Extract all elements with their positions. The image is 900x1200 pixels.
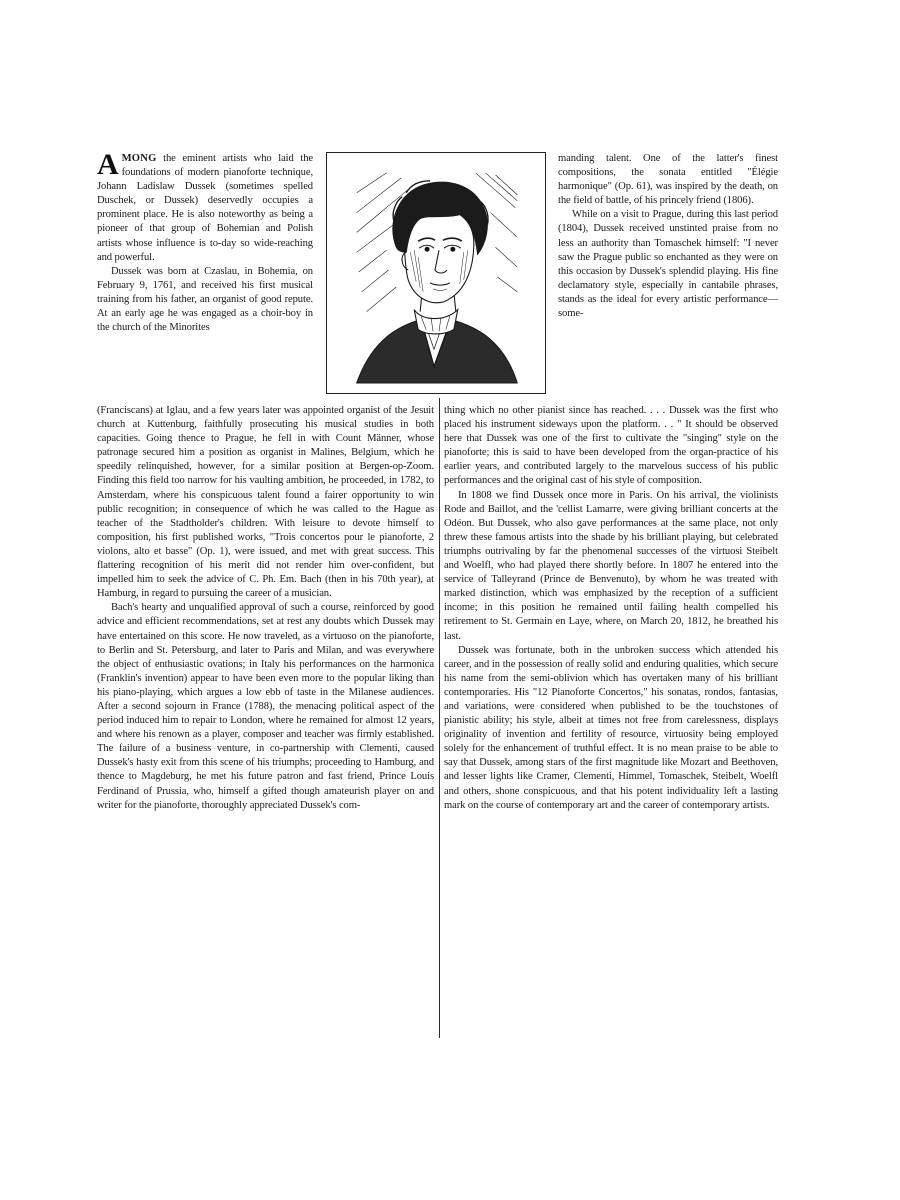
column-lower-left: [97, 404, 434, 813]
paragraph-prague: While on a visit to Prague, during this last period (1804), Dussek received unstinted praise from no less an authority than Tomaschek himself: "I never saw the Prague public so enchanted as they were on this occasion by Dussek's splendid playing. His fine declamatory style, especially in cantabile phrases, stands as the ideal for every artistic performance—some-: [558, 209, 778, 320]
paragraph-legacy: Dussek was fortunate, both in the unbroken success which attended his career, and in the possession of really solid and enduring qualities, which secure his name from the semi-oblivion which has overtaken many of his brilliant contemporaries. His "12 Pianoforte Concertos," his sonatas, rondos, fantasias, and variations, were considered when published to be the touchstones of pianistic ability; his style, albeit at times not free from carelessness, displays originality of invention and fertility of resource, virtuosity being employed solely for the enhancement of truthful effect. It is no mean praise to be able to say that Dussek, among stars of the first magnitude like Mozart and Beethoven, and lesser lights like Cramer, Clementi, Himmel, Tomaschek, Steibelt, Woelfl and others, shone conspicuous, and that his potent individuality left a lasting mark on the course of contemporary art and the career of contemporary artists.: [444, 644, 778, 811]
intro-smallcaps: MONG: [121, 153, 157, 164]
portrait-frame: [326, 152, 546, 394]
paragraph-paris: In 1808 we find Dussek once more in Paris. On his arrival, the violinists Rode and Baillot, and the 'cellist Lamarre, were giving brilliant concerts at the Odéon. But Dussek, who also gave performances at the same place, not only threw these famous artists into the shade by his brilliant playing, but celebrated triumphs outrivaling by far the phenomenal successes of the virtuosi Steibelt and Woelfl, who had played there shortly before. In 1807 he entered into the service of Talleyrand (Prince de Benvenuto), by whom he was treated with marked distinction, which was emphasized by the reception of a sufficient income; in this position he remained until failing health compelled his retirement to St. Germain en Laye, where, on March 20, 1812, he breathed his last.: [444, 489, 778, 642]
column-top-left: [97, 148, 313, 335]
column-lower-right: [444, 404, 778, 813]
column-top-right: [558, 152, 778, 321]
paragraph-birth-cont: (Franciscans) at Iglau, and a few years later was appointed organist of the Jesuit church at Kuttenburg, faithfully prosecuting his musical studies in both capacities. Going thence to Prague, he fell in with Count Männer, whose patronage secured him a position as organist in Malines, Belgium, which he speedily relinquished, however, for a similar position at Bergen-op-Zoom. Finding this field too narrow for his vaulting ambition, he proceeded, in 1782, to Amsterdam, where his conspicuous talent found a fairer opportunity to win public recognition; in consequence of which he was called to the Hague as teacher of the Stadtholder's children. With leisure to devote himself to composition, his first published works, "Trois concertos pour le pianoforte, 2 violons, alto et basse" (Op. 1), were issued, and met with great success. This flattering recognition of his merit did not render him over-confident, but impelled him to seek the advice of C. Ph. Em. Bach (then in his 70th year), at Hamburg, in regard to pursuing the career of a musician.: [97, 405, 434, 600]
paragraph-bach: Bach's hearty and unqualified approval of such a course, reinforced by good advice and efficient recommendations, set at rest any doubts which Dussek may have entertained on this score. He now traveled, as a virtuoso on the pianoforte, to Berlin and St. Petersburg, and later to Paris and Milan, and was everywhere the object of enthusiastic ovations; in Italy his performances on the harmonica (Franklin's invention) appear to have been even more to the popular liking than his piano-playing, which argues a low ebb of taste in the Milanese audiences. After a second sojourn in France (1788), the menacing political aspect of the period induced him to repair to London, where he remained for almost 12 years, and where his renown as a player, composer and teacher was firmly established. The failure of a business venture, in co-partnership with Clementi, caused Dussek's hasty exit from this scene of his triumphs; proceeding to Hamburg, and thence to Magdeburg, he met his future patron and fast friend, Prince Louis Ferdinand of Prussia, who, himself a gifted though amateurish player on and writer for the pianoforte, thoroughly appreciated Dussek's com-: [97, 602, 434, 811]
paragraph-intro: [97, 148, 313, 265]
paragraph-birth: Dussek was born at Czaslau, in Bohemia, on February 9, 1761, and received his first musical training from his father, an organist of good repute. At an early age he was engaged as a choir-boy in the church of the Minorites: [97, 265, 313, 334]
column-divider: [439, 398, 440, 1038]
engraved-portrait-icon: [327, 153, 545, 393]
intro-text: the eminent artists who laid the foundations of modern pianoforte technique, Johann Ladislaw Dussek (sometimes spelled Duschek, or Dussek) deservedly occupies a prominent place. He is also noteworthy as being a pioneer of that group of Bohemian and Polish artists whose influence is to-day so wide-reaching and powerful.: [97, 153, 313, 263]
paragraph-elegie: manding talent. One of the latter's finest compositions, the sonata entitled "Élégie harmonique" (Op. 61), was inspired by the death, on the field of battle, of his princely friend (1806).: [558, 153, 778, 207]
paragraph-prague-cont: thing which no other pianist since has reached. . . . Dussek was the first who placed his instrument sideways upon the platform. . . " It should be observed here that Dussek was one of the first to cultivate the "singing" style on the pianoforte; this is said to have been developed from the organ-practice of his earlier years, and contributed largely to the marvelous success of his public performances and the original cast of his style of composition.: [444, 405, 778, 487]
drop-cap: A: [97, 148, 119, 181]
